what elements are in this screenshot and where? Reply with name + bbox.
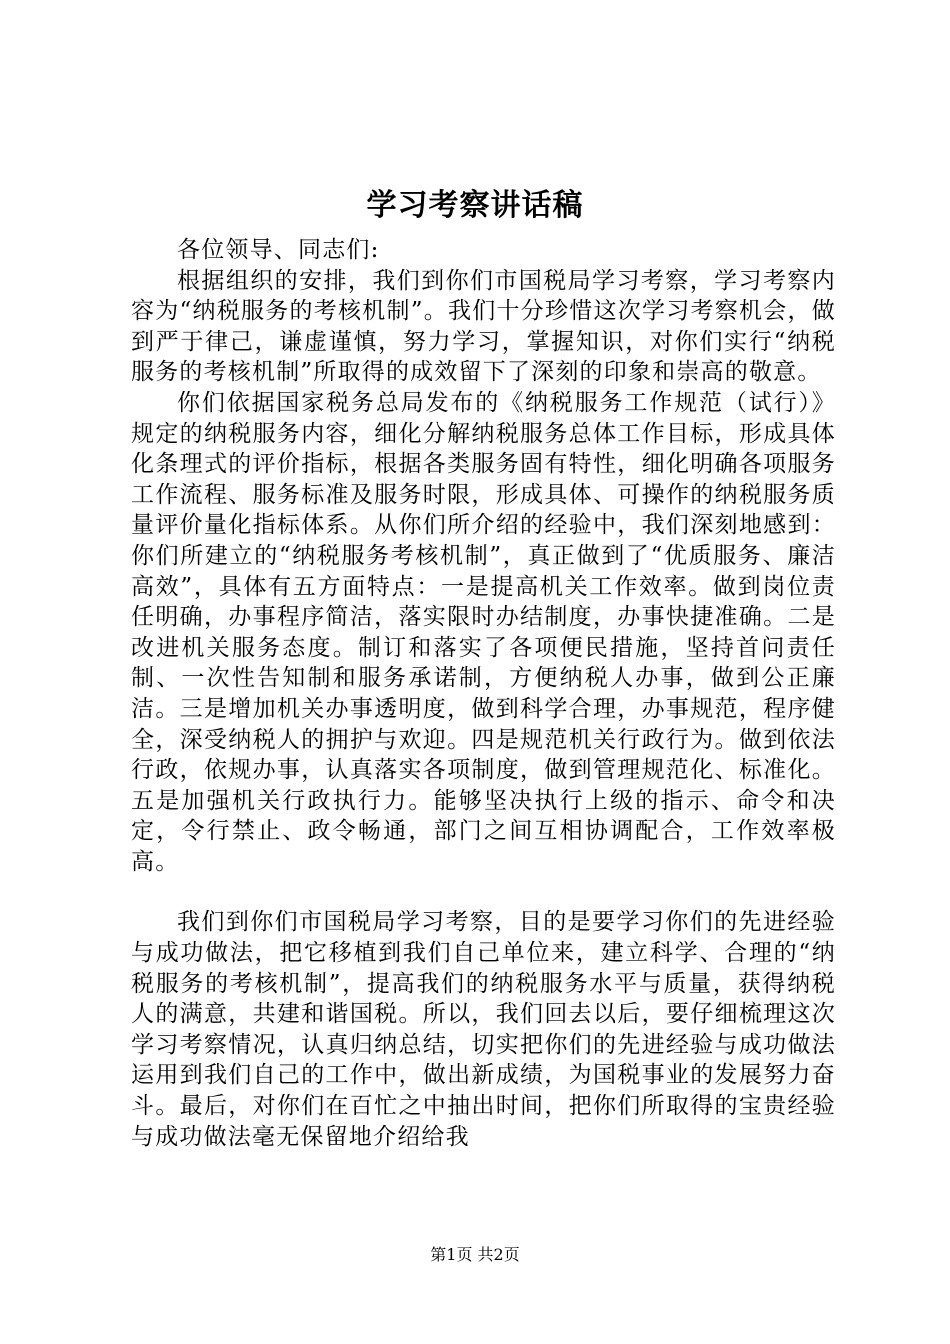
document-title: 学习考察讲话稿 [366, 188, 584, 223]
document-body [131, 235, 836, 1152]
body-paragraph: 根据组织的安排，我们到你们市国税局学习考察，学习考察内容为“纳税服务的考核机制”。我们十分珍惜这次学习考察机会，做到严于律己，谦虚谨慎，努力学习，掌握知识，对你们实行“纳税服务的考核机制”所取得的成效留下了深刻的印象和崇高的敬意。 [131, 267, 836, 386]
body-paragraph: 我们到你们市国税局学习考察，目的是要学习你们的先进经验与成功做法，把它移植到我们自己单位来，建立科学、合理的“纳税服务的考核机制”，提高我们的纳税服务水平与质量，获得纳税人的满意，共建和谐国税。所以，我们回去以后，要仔细梳理这次学习考察情况，认真归纳总结，切实把你们的先进经验与成功做法运用到我们自己的工作中，做出新成绩，为国税事业的发展努力奋斗。最后，对你们在百忙之中抽出时间，把你们所取得的宝贵经验与成功做法毫无保留地介绍给我 [131, 909, 836, 1150]
salutation-paragraph: 各位领导、同志们: [177, 237, 380, 263]
body-paragraph: 你们依据国家税务总局发布的《纳税服务工作规范（试行）》规定的纳税服务内容，细化分解纳税服务总体工作目标，形成具体化条理式的评价指标，根据各类服务固有特性，细化明确各项服务工作流程、服务标准及服务时限，形成具体、可操作的纳税服务质量评价量化指标体系。从你们所介绍的经验中，我们深刻地感到：你们所建立的“纳税服务考核机制”，真正做到了“优质服务、廉洁高效”，具体有五方面特点：一是提高机关工作效率。做到岗位责任明确，办事程序简洁，落实限时办结制度，办事快捷准确。二是改进机关服务态度。制订和落实了各项便民措施，坚持首问责任制、一次性告知制和服务承诺制，方便纳税人办事，做到公正廉洁。三是增加机关办事透明度，做到科学合理，办事规范，程序健全，深受纳税人的拥护与欢迎。四是规范机关行政行为。做到依法行政，依规办事，认真落实各项制度，做到管理规范化、标准化。五是加强机关行政执行力。能够坚决执行上级的指示、命令和决定，令行禁止、政令畅通，部门之间互相协调配合，工作效率极高。 [131, 389, 836, 875]
page-number-footer: 第1页 共2页 [430, 1245, 520, 1264]
